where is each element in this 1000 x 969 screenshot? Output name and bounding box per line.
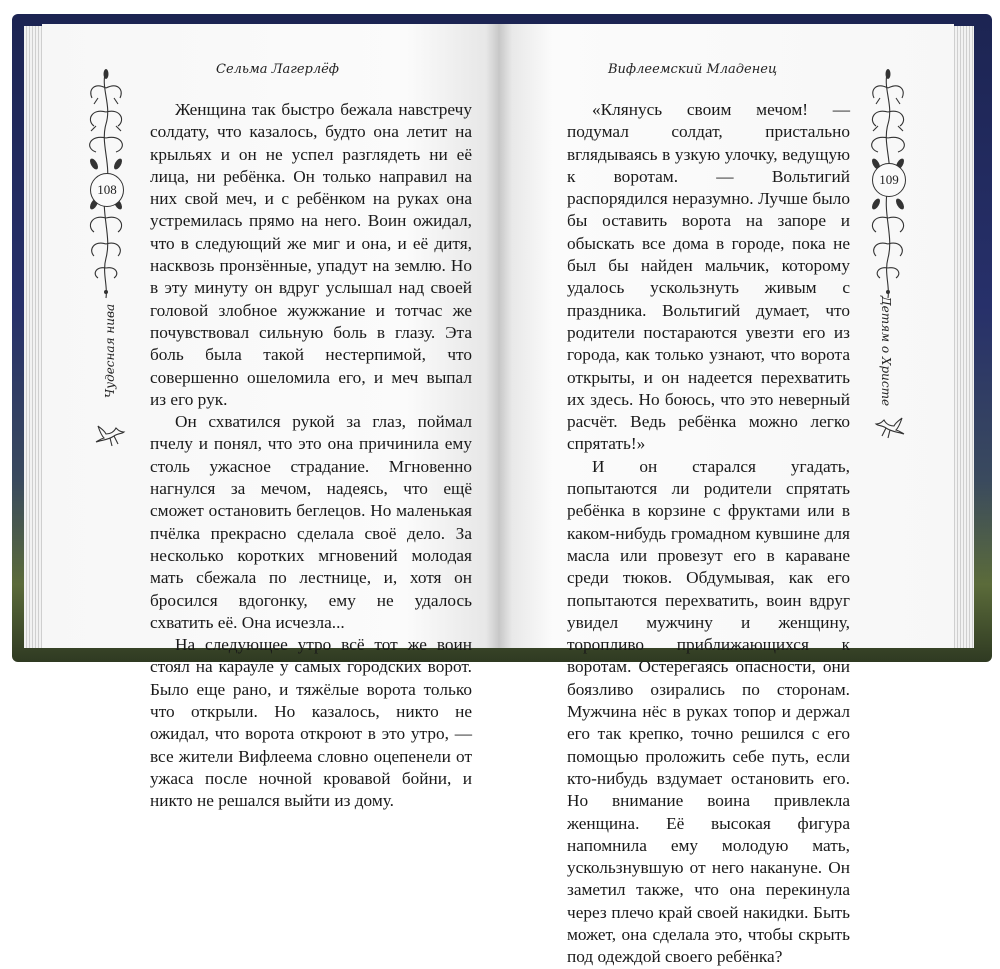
right-page-number: 109 bbox=[872, 163, 906, 197]
paragraph: И он старался угадать, попытаются ли родители спрятать ребёнка в корзине с фруктами или в каком-нибудь громадном кувшине для масла или провезут его в караване среди тюков. Обдумывая, как его попытаются перехватить, воин вдруг увидел мужчину и женщину, торопливо приближающихся к воротам. Остерегаясь опасности, они боязливо озирались по сторонам. Мужчина нёс в руках топор и держал его так крепко, точно решился с его помощью проложить себе путь, если кто-нибудь вздумает остановить его. Но внимание воина привлекла женщина. Её высокая фигура напомнила ему молодую мать, ускользнувшую от него накануне. Он заметил также, что она перекинула через плечо край своей накидки. Быть может, она сделала это, чтобы скрыть под одеждой своего ребёнка? bbox=[567, 456, 850, 967]
book-gutter bbox=[486, 24, 512, 648]
page-edges-right bbox=[952, 26, 974, 648]
paragraph: Женщина так быстро бежала навстречу солдату, что казалось, будто она летит на крыльях и он не успел разглядеть ни её лица, ни ребёнка. Он только направил на них свой меч, и с ребёнком на руках она устремилась прямо на него. Воин ожидал, что в следующий же миг и она, и её дитя, насквозь пронзённые, упадут на землю. Но в эту минуту он вдруг услышал над своей головой злобное жужжание и тотчас же почувствовал сильную боль в глазу. Эта боль была такой нестерпимой, что совершенно ошеломила его, и меч выпал из его рук. bbox=[150, 100, 472, 409]
left-body-text bbox=[150, 99, 472, 813]
paragraph: «Клянусь своим мечом! — подумал солдат, пристально вглядываясь в узкую улочку, ведущую к воротам. — Вольтигий распорядился неразумно. Лучше было бы оставить ворота на запоре и обыскать все дома в городе, пока не был бы найден мальчик, которому удалось ускользнуть живым с праздника. Вольтигий думает, что родители постараются увезти его из города, как только узнают, что ворота открыты, и он надеется перехватить их здесь. Но боюсь, что это неверный расчёт. Ведь ребёнка можно легко спрятать!» bbox=[567, 100, 850, 454]
left-running-head: Сельма Лагерлёф bbox=[216, 62, 339, 77]
dove-icon bbox=[874, 416, 908, 442]
right-running-head: Вифлеемский Младенец bbox=[608, 62, 778, 77]
dove-icon bbox=[92, 424, 126, 450]
paragraph: На следующее утро всё тот же воин стоял на карауле у самых городских ворот. Было еще рано, и тяжёлые ворота только что открыли. Но казалось, никто не ожидал, что ворота откроют в это утро, — все жители Вифлеема словно оцепенели от ужаса после ночной кровавой бойни, и никто не решался выйти из дому. bbox=[150, 635, 472, 811]
right-section-title: Детям о Христе bbox=[879, 295, 893, 407]
right-body-text bbox=[567, 99, 850, 969]
left-page-number: 108 bbox=[90, 173, 124, 207]
paragraph: Он схватился рукой за глаз, поймал пчелу и понял, что это она причинила ему столь ужасное страдание. Мгновенно нагнулся за мечом, надеясь, что ещё сможет остановить беглецов. Но маленькая пчёлка прекрасно сделала своё дело. За несколько коротких мгновений молодая мать сбежала по лестнице, и, хотя он бросился вдогонку, ему не удалось схватить её. Она исчезла... bbox=[150, 412, 472, 632]
left-section-title: Чудесная нива bbox=[103, 303, 117, 399]
